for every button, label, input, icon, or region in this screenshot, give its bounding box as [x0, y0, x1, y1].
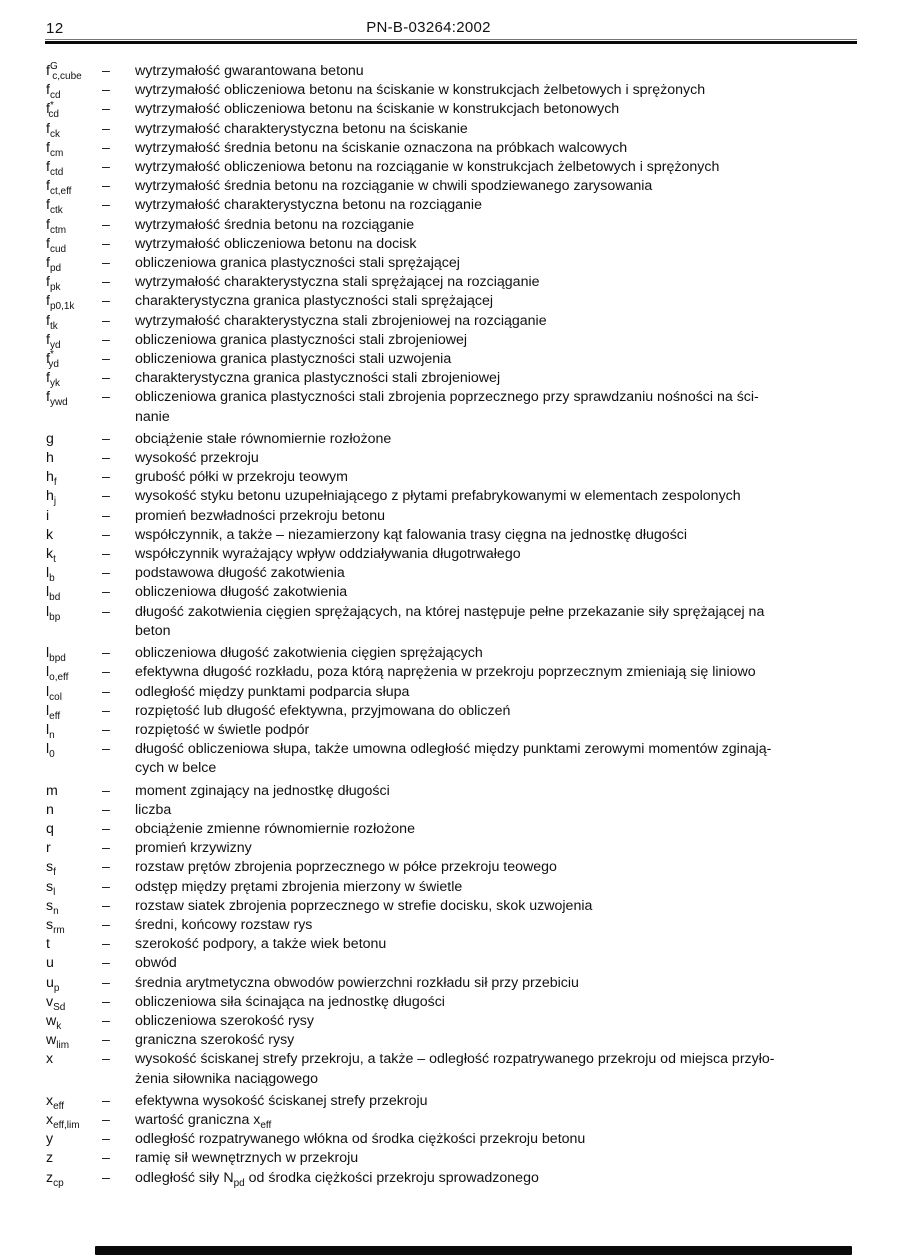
dash-separator: –	[102, 507, 110, 524]
symbol-description: charakterystyczna granica plastyczności stali sprężającej	[135, 293, 493, 310]
symbol-row	[46, 81, 881, 100]
symbol-row	[46, 916, 881, 935]
dash-separator: –	[102, 1051, 110, 1068]
symbol-row	[46, 974, 881, 993]
symbol: $f_{yk}$	[46, 370, 60, 390]
symbol-description: wytrzymałość obliczeniowa betonu na ściskanie w konstrukcjach betonowych	[135, 101, 620, 118]
dash-separator: –	[102, 197, 110, 214]
symbol-description: obciążenie zmienne równomiernie rozłożone	[135, 820, 415, 837]
symbol: m	[46, 782, 58, 799]
symbol: $u_p$	[46, 974, 60, 994]
symbol-description: rozpiętość w świetle podpór	[135, 721, 310, 738]
symbol: $h_f$	[46, 469, 57, 489]
symbol: q	[46, 820, 54, 837]
symbol-description: grubość półki w przekroju teowym	[135, 469, 348, 486]
dash-separator: –	[102, 897, 110, 914]
symbol-row	[46, 487, 881, 506]
symbol-description: obliczeniowa długość zakotwienia	[135, 584, 348, 601]
dash-separator: –	[102, 955, 110, 972]
symbol: $l_{o,eff}$	[46, 664, 69, 684]
symbol-row	[46, 820, 881, 839]
symbol: $l_{bp}$	[46, 603, 61, 623]
symbol-description: wartość graniczna $x_{eff}$	[135, 1111, 272, 1131]
symbol: $f_{ctk}$	[46, 197, 63, 217]
symbol-row	[46, 449, 881, 468]
symbol-description: szerokość podpory, a także wiek betonu	[135, 936, 387, 953]
document-reference: PN-B-03264:2002	[366, 19, 491, 36]
symbol: $s_n$	[46, 897, 59, 917]
symbol-description: obliczeniowa granica plastyczności stali zbrojeniowej	[135, 331, 467, 348]
dash-separator: –	[102, 312, 110, 329]
header-rule	[45, 39, 857, 44]
dash-separator: –	[102, 702, 110, 719]
symbol: $f_{ct,eff}$	[46, 178, 72, 198]
symbol: $f_{ywd}$	[46, 389, 68, 409]
symbol-row	[46, 644, 881, 663]
dash-separator: –	[102, 255, 110, 272]
symbol-description: graniczna szerokość rysy	[135, 1032, 295, 1049]
symbol: $l_{eff}$	[46, 702, 61, 722]
dash-separator: –	[102, 351, 110, 368]
dash-separator: –	[102, 178, 110, 195]
symbol-row	[46, 1050, 881, 1088]
symbol: $l_{bpd}$	[46, 645, 66, 664]
symbol-description: wytrzymałość średnia betonu na rozciąganie w chwili spodziewanego zarysowania	[135, 178, 653, 195]
dash-separator: –	[102, 1032, 110, 1049]
symbol: x	[46, 1051, 54, 1068]
symbol: $f^*_{yd}$	[46, 349, 59, 370]
symbol-row	[46, 62, 881, 81]
symbol-row	[46, 782, 881, 801]
symbol-description: współczynnik wyrażający wpływ oddziaływania długotrwałego	[135, 546, 521, 563]
dash-separator: –	[102, 526, 110, 543]
symbol-description: wytrzymałość obliczeniowa betonu na docisk	[135, 235, 417, 252]
symbol-description: wytrzymałość obliczeniowa betonu na rozciąganie w konstrukcjach żelbetowych i sprężonych	[135, 159, 720, 176]
symbol: $f_{ctm}$	[46, 216, 67, 236]
symbol-row	[46, 1012, 881, 1031]
symbol: $f_{yd}$	[46, 331, 61, 351]
symbol-description: długość zakotwienia cięgien sprężających, na której następuje pełne przekazanie siły sprężającej na beton	[135, 603, 765, 639]
symbol-row	[46, 993, 881, 1012]
symbol-row	[46, 312, 881, 331]
symbol: r	[46, 840, 51, 857]
symbol: $z_{cp}$	[46, 1169, 64, 1189]
symbol-description: wytrzymałość charakterystyczna betonu na ściskanie	[135, 120, 468, 137]
dash-separator: –	[102, 450, 110, 467]
dash-separator: –	[102, 430, 110, 447]
symbol: u	[46, 955, 54, 972]
symbol-description: obliczeniowa granica plastyczności stali zbrojenia poprzecznego przy sprawdzaniu nośności na ści- nanie	[135, 389, 759, 425]
symbol-row	[46, 1130, 881, 1149]
symbol-row	[46, 702, 881, 721]
symbol: $f_{p0,1k}$	[46, 293, 75, 313]
symbol-row	[46, 954, 881, 973]
symbol-description: efektywna wysokość ściskanej strefy przekroju	[135, 1092, 428, 1109]
dash-separator: –	[102, 840, 110, 857]
symbol-row	[46, 158, 881, 177]
dash-separator: –	[102, 546, 110, 563]
symbol-description: wytrzymałość charakterystyczna stali zbrojeniowej na rozciąganie	[135, 312, 547, 329]
dash-separator: –	[102, 741, 110, 758]
dash-separator: –	[102, 159, 110, 176]
dash-separator: –	[102, 603, 110, 620]
symbol-row	[46, 663, 881, 682]
symbol: $f_{ck}$	[46, 120, 60, 140]
symbol: $k_t$	[46, 546, 56, 565]
symbol-description: odległość między punktami podparcia słupa	[135, 683, 410, 700]
symbol: $w_k$	[46, 1012, 62, 1032]
symbol: n	[46, 801, 54, 818]
symbol: $f_{pd}$	[46, 255, 62, 274]
symbol: $l_0$	[46, 741, 55, 760]
dash-separator: –	[102, 63, 110, 79]
symbol-description: średni, końcowy rozstaw rys	[135, 916, 313, 933]
symbol: $f_{ctd}$	[46, 159, 64, 178]
symbol-description: promień bezwładności przekroju betonu	[135, 507, 385, 524]
symbol: $h_j$	[46, 488, 57, 508]
symbol: k	[46, 526, 54, 543]
dash-separator: –	[102, 664, 110, 681]
symbol-row	[46, 273, 881, 292]
symbol: $l_b$	[46, 565, 55, 585]
dash-separator: –	[102, 916, 110, 933]
symbol-description: obliczeniowa granica plastyczności stali uzwojenia	[135, 351, 452, 368]
symbol: $f_{cud}$	[46, 235, 67, 255]
symbol: z	[46, 1150, 54, 1167]
symbol-description: obciążenie stałe równomiernie rozłożone	[135, 430, 392, 447]
symbol-description: promień krzywizny	[135, 840, 252, 857]
symbol-description: wytrzymałość gwarantowana betonu	[135, 63, 364, 79]
symbol-description: podstawowa długość zakotwienia	[135, 565, 345, 582]
symbol-row	[46, 196, 881, 215]
symbol-row	[46, 721, 881, 740]
symbol-description: rozstaw siatek zbrojenia poprzecznego w strefie docisku, skok uzwojenia	[135, 897, 593, 914]
symbol-description: wytrzymałość obliczeniowa betonu na ściskanie w konstrukcjach żelbetowych i sprężonych	[135, 82, 706, 99]
symbol: g	[46, 430, 54, 447]
symbol: $s_f$	[46, 859, 56, 879]
dash-separator: –	[102, 974, 110, 991]
symbol-row	[46, 1092, 881, 1111]
symbol-row	[46, 468, 881, 487]
symbol-description: obliczeniowa szerokość rysy	[135, 1012, 314, 1029]
symbol-description: wysokość przekroju	[135, 450, 259, 467]
dash-separator: –	[102, 469, 110, 486]
symbol-description: średnia arytmetyczna obwodów powierzchni rozkładu sił przy przebiciu	[135, 974, 579, 991]
dash-separator: –	[102, 1131, 110, 1148]
symbol-row	[46, 583, 881, 602]
symbol-row	[46, 740, 881, 778]
dash-separator: –	[102, 389, 110, 406]
symbol-description: wytrzymałość charakterystyczna betonu na rozciąganie	[135, 197, 482, 214]
symbol-description: wytrzymałość średnia betonu na rozciąganie	[135, 216, 415, 233]
dash-separator: –	[102, 565, 110, 582]
symbol-row	[46, 254, 881, 273]
symbol-description: współczynnik, a także – niezamierzony kąt falowania trasy cięgna na jednostkę długości	[135, 526, 688, 543]
dash-separator: –	[102, 1111, 110, 1128]
symbol: $l_{col}$	[46, 683, 62, 703]
symbol: $f_{pk}$	[46, 274, 61, 294]
symbol-description: wytrzymałość charakterystyczna stali sprężającej na rozciąganie	[135, 274, 540, 291]
symbol-description: obliczeniowa siła ścinająca na jednostkę długości	[135, 993, 445, 1010]
symbol-description: obliczeniowa długość zakotwienia cięgien sprężających	[135, 645, 483, 662]
symbol: $f_{cd}$	[46, 82, 61, 102]
symbol: $s_l$	[46, 878, 56, 898]
symbol-row	[46, 1031, 881, 1050]
symbol-description: odstęp między prętami zbrojenia mierzony w świetle	[135, 878, 463, 895]
dash-separator: –	[102, 859, 110, 876]
symbol-row	[46, 369, 881, 388]
symbol-row	[46, 839, 881, 858]
symbol-row	[46, 545, 881, 564]
symbol-row	[46, 878, 881, 897]
symbol-description: liczba	[135, 801, 172, 818]
dash-separator: –	[102, 488, 110, 505]
symbol-row	[46, 1169, 881, 1188]
dash-separator: –	[102, 721, 110, 738]
dash-separator: –	[102, 1150, 110, 1167]
symbol-row	[46, 388, 881, 426]
symbol-description: charakterystyczna granica plastyczności stali zbrojeniowej	[135, 370, 501, 387]
symbol-row	[46, 683, 881, 702]
symbol: i	[46, 507, 50, 524]
symbol: $x_{eff}$	[46, 1092, 65, 1112]
dash-separator: –	[102, 1012, 110, 1029]
symbol-row	[46, 507, 881, 526]
symbol-description: wysokość ściskanej strefy przekroju, a także – odległość rozpatrywanego przekroju od miejsca przyło- żenia siłownika naciągowego	[135, 1051, 775, 1087]
symbol-row	[46, 120, 881, 139]
dash-separator: –	[102, 1169, 110, 1186]
symbol-row	[46, 216, 881, 235]
symbol: $l_n$	[46, 721, 55, 741]
symbol-description: rozpiętość lub długość efektywna, przyjmowana do obliczeń	[135, 702, 511, 719]
dash-separator: –	[102, 216, 110, 233]
symbol: $w_{lim}$	[46, 1032, 70, 1051]
symbol: $f^*_{cd}$	[46, 99, 59, 121]
symbol: $f^G_{c,cube}$	[46, 61, 82, 82]
symbol: y	[46, 1131, 54, 1148]
symbol-row	[46, 292, 881, 311]
symbol-row	[46, 935, 881, 954]
symbol: $l_{bd}$	[46, 584, 61, 604]
symbol-row	[46, 430, 881, 449]
symbol-description: ramię sił wewnętrznych w przekroju	[135, 1150, 359, 1167]
symbol-row	[46, 235, 881, 254]
dash-separator: –	[102, 993, 110, 1010]
dash-separator: –	[102, 683, 110, 700]
symbol-row	[46, 801, 881, 820]
symbol-description: obwód	[135, 955, 177, 972]
symbol-description: obliczeniowa granica plastyczności stali sprężającej	[135, 255, 460, 272]
symbol-row	[46, 526, 881, 545]
dash-separator: –	[102, 820, 110, 837]
bottom-scan-bar	[95, 1246, 852, 1255]
symbol: $f_{cm}$	[46, 139, 64, 159]
dash-separator: –	[102, 584, 110, 601]
dash-separator: –	[102, 293, 110, 310]
dash-separator: –	[102, 1092, 110, 1109]
symbol-row	[46, 897, 881, 916]
dash-separator: –	[102, 878, 110, 895]
symbol: $s_{rm}$	[46, 916, 65, 936]
symbol-description: rozstaw prętów zbrojenia poprzecznego w półce przekroju teowego	[135, 859, 557, 876]
dash-separator: –	[102, 782, 110, 799]
dash-separator: –	[102, 235, 110, 252]
symbol-row	[46, 1149, 881, 1168]
symbol: t	[46, 936, 50, 953]
dash-separator: –	[102, 370, 110, 387]
symbol: $f_{tk}$	[46, 312, 58, 332]
dash-separator: –	[102, 801, 110, 818]
symbol-row	[46, 100, 881, 119]
symbol: h	[46, 450, 54, 467]
symbol-row	[46, 564, 881, 583]
dash-separator: –	[102, 331, 110, 348]
symbol-description: wytrzymałość średnia betonu na ściskanie oznaczona na próbkach walcowych	[135, 139, 628, 156]
symbol-row	[46, 331, 881, 350]
dash-separator: –	[102, 101, 110, 118]
dash-separator: –	[102, 645, 110, 662]
symbol-row	[46, 139, 881, 158]
symbol: $x_{eff,lim}$	[46, 1111, 80, 1131]
symbol-definition-list	[46, 62, 881, 1188]
symbol-description: moment zginający na jednostkę długości	[135, 782, 390, 799]
symbol-row	[46, 177, 881, 196]
symbol-row	[46, 603, 881, 641]
symbol-description: długość obliczeniowa słupa, także umowna odległość między punktami zerowymi momentów zginają- cych w belce	[135, 741, 772, 777]
symbol-row	[46, 858, 881, 877]
symbol-description: wysokość styku betonu uzupełniającego z płytami prefabrykowanymi w elementach zespolonych	[135, 488, 741, 505]
symbol-description: odległość rozpatrywanego włókna od środka ciężkości przekroju betonu	[135, 1131, 586, 1148]
dash-separator: –	[102, 139, 110, 156]
symbol-row	[46, 350, 881, 369]
symbol-description: efektywna długość rozkładu, poza którą naprężenia w przekroju poprzecznym zmieniają się liniowo	[135, 664, 756, 681]
symbol-description: odległość siły $N_{pd}$ od środka ciężkości przekroju sprowadzonego	[135, 1169, 539, 1189]
dash-separator: –	[102, 120, 110, 137]
symbol: $v_{Sd}$	[46, 993, 66, 1013]
dash-separator: –	[102, 274, 110, 291]
dash-separator: –	[102, 936, 110, 953]
page-number: 12	[46, 20, 64, 37]
dash-separator: –	[102, 82, 110, 99]
symbol-row	[46, 1111, 881, 1130]
